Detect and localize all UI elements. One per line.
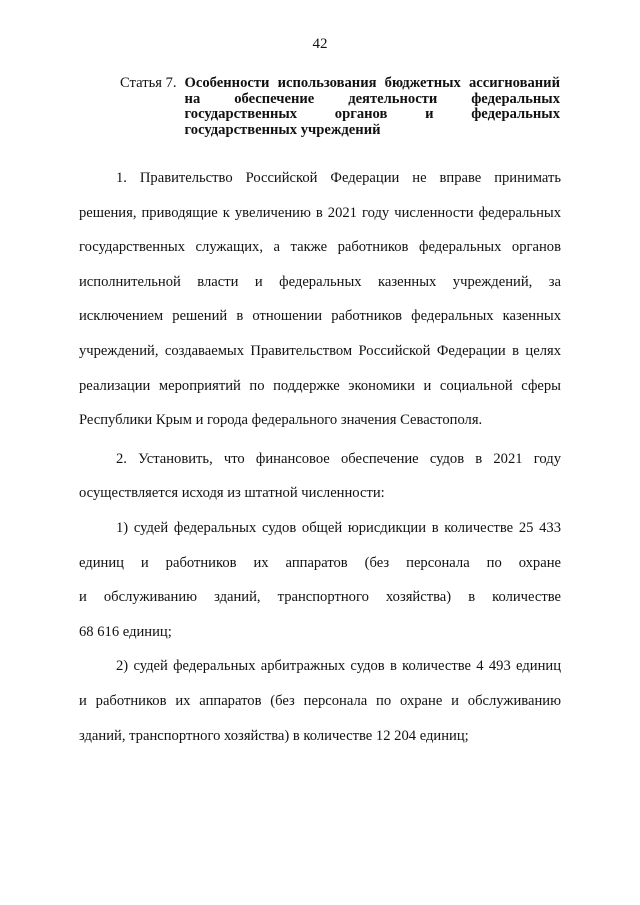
text-line: 2. Установить, что финансовое обеспечение судов в 2021 году — [116, 450, 561, 467]
article-title-line: государственных учреждений — [184, 121, 381, 138]
article-title-line: на обеспечение деятельности федеральных — [184, 90, 560, 107]
text-line: осуществляется исходя из штатной численности: — [79, 485, 385, 502]
text-line: 1. Правительство Российской Федерации не вправе принимать — [116, 170, 561, 186]
text-line: реализации мероприятий по поддержке экономики и социальной сферы — [79, 377, 561, 394]
article-title-line: государственных органов и федеральных — [184, 106, 560, 122]
paragraph-2 — [79, 442, 561, 511]
text-line: и обслуживанию зданий, транспортного хозяйства) в количестве — [79, 589, 561, 606]
article-header — [120, 76, 560, 138]
text-line: учреждений, создаваемых Правительством Российской Федерации в целях — [79, 342, 561, 359]
paragraph-1 — [79, 161, 561, 438]
article-title — [185, 76, 560, 138]
text-line: решения, приводящие к увеличению в 2021 году численности федеральных — [79, 204, 561, 221]
text-line: и работников их аппаратов (без персонала по охране и обслуживанию — [79, 692, 561, 709]
text-line: 1) судей федеральных судов общей юрисдикции в количестве 25 433 — [116, 519, 561, 536]
text-line: единиц и работников их аппаратов (без персонала по охране — [79, 554, 561, 571]
text-line: исполнительной власти и федеральных казенных учреждений, за — [79, 273, 561, 290]
text-line: зданий, транспортного хозяйства) в количестве 12 204 единиц; — [79, 727, 469, 744]
text-line: государственных служащих, а также работников федеральных органов — [79, 239, 561, 256]
text-line: исключением решений в отношении работников федеральных казенных — [79, 308, 561, 325]
text-line: 2) судей федеральных арбитражных судов в количестве 4 493 единиц — [116, 658, 561, 675]
paragraph-3 — [79, 511, 561, 649]
article-label: Статья 7. — [120, 75, 177, 91]
text-line: Республики Крым и города федерального значения Севастополя. — [79, 412, 483, 429]
article-title-line: Особенности использования бюджетных ассигнований — [184, 75, 560, 91]
paragraph-4 — [79, 649, 561, 753]
document-body — [79, 161, 561, 753]
text-line: 68 616 единиц; — [79, 623, 172, 640]
page-number: 42 — [312, 36, 328, 52]
